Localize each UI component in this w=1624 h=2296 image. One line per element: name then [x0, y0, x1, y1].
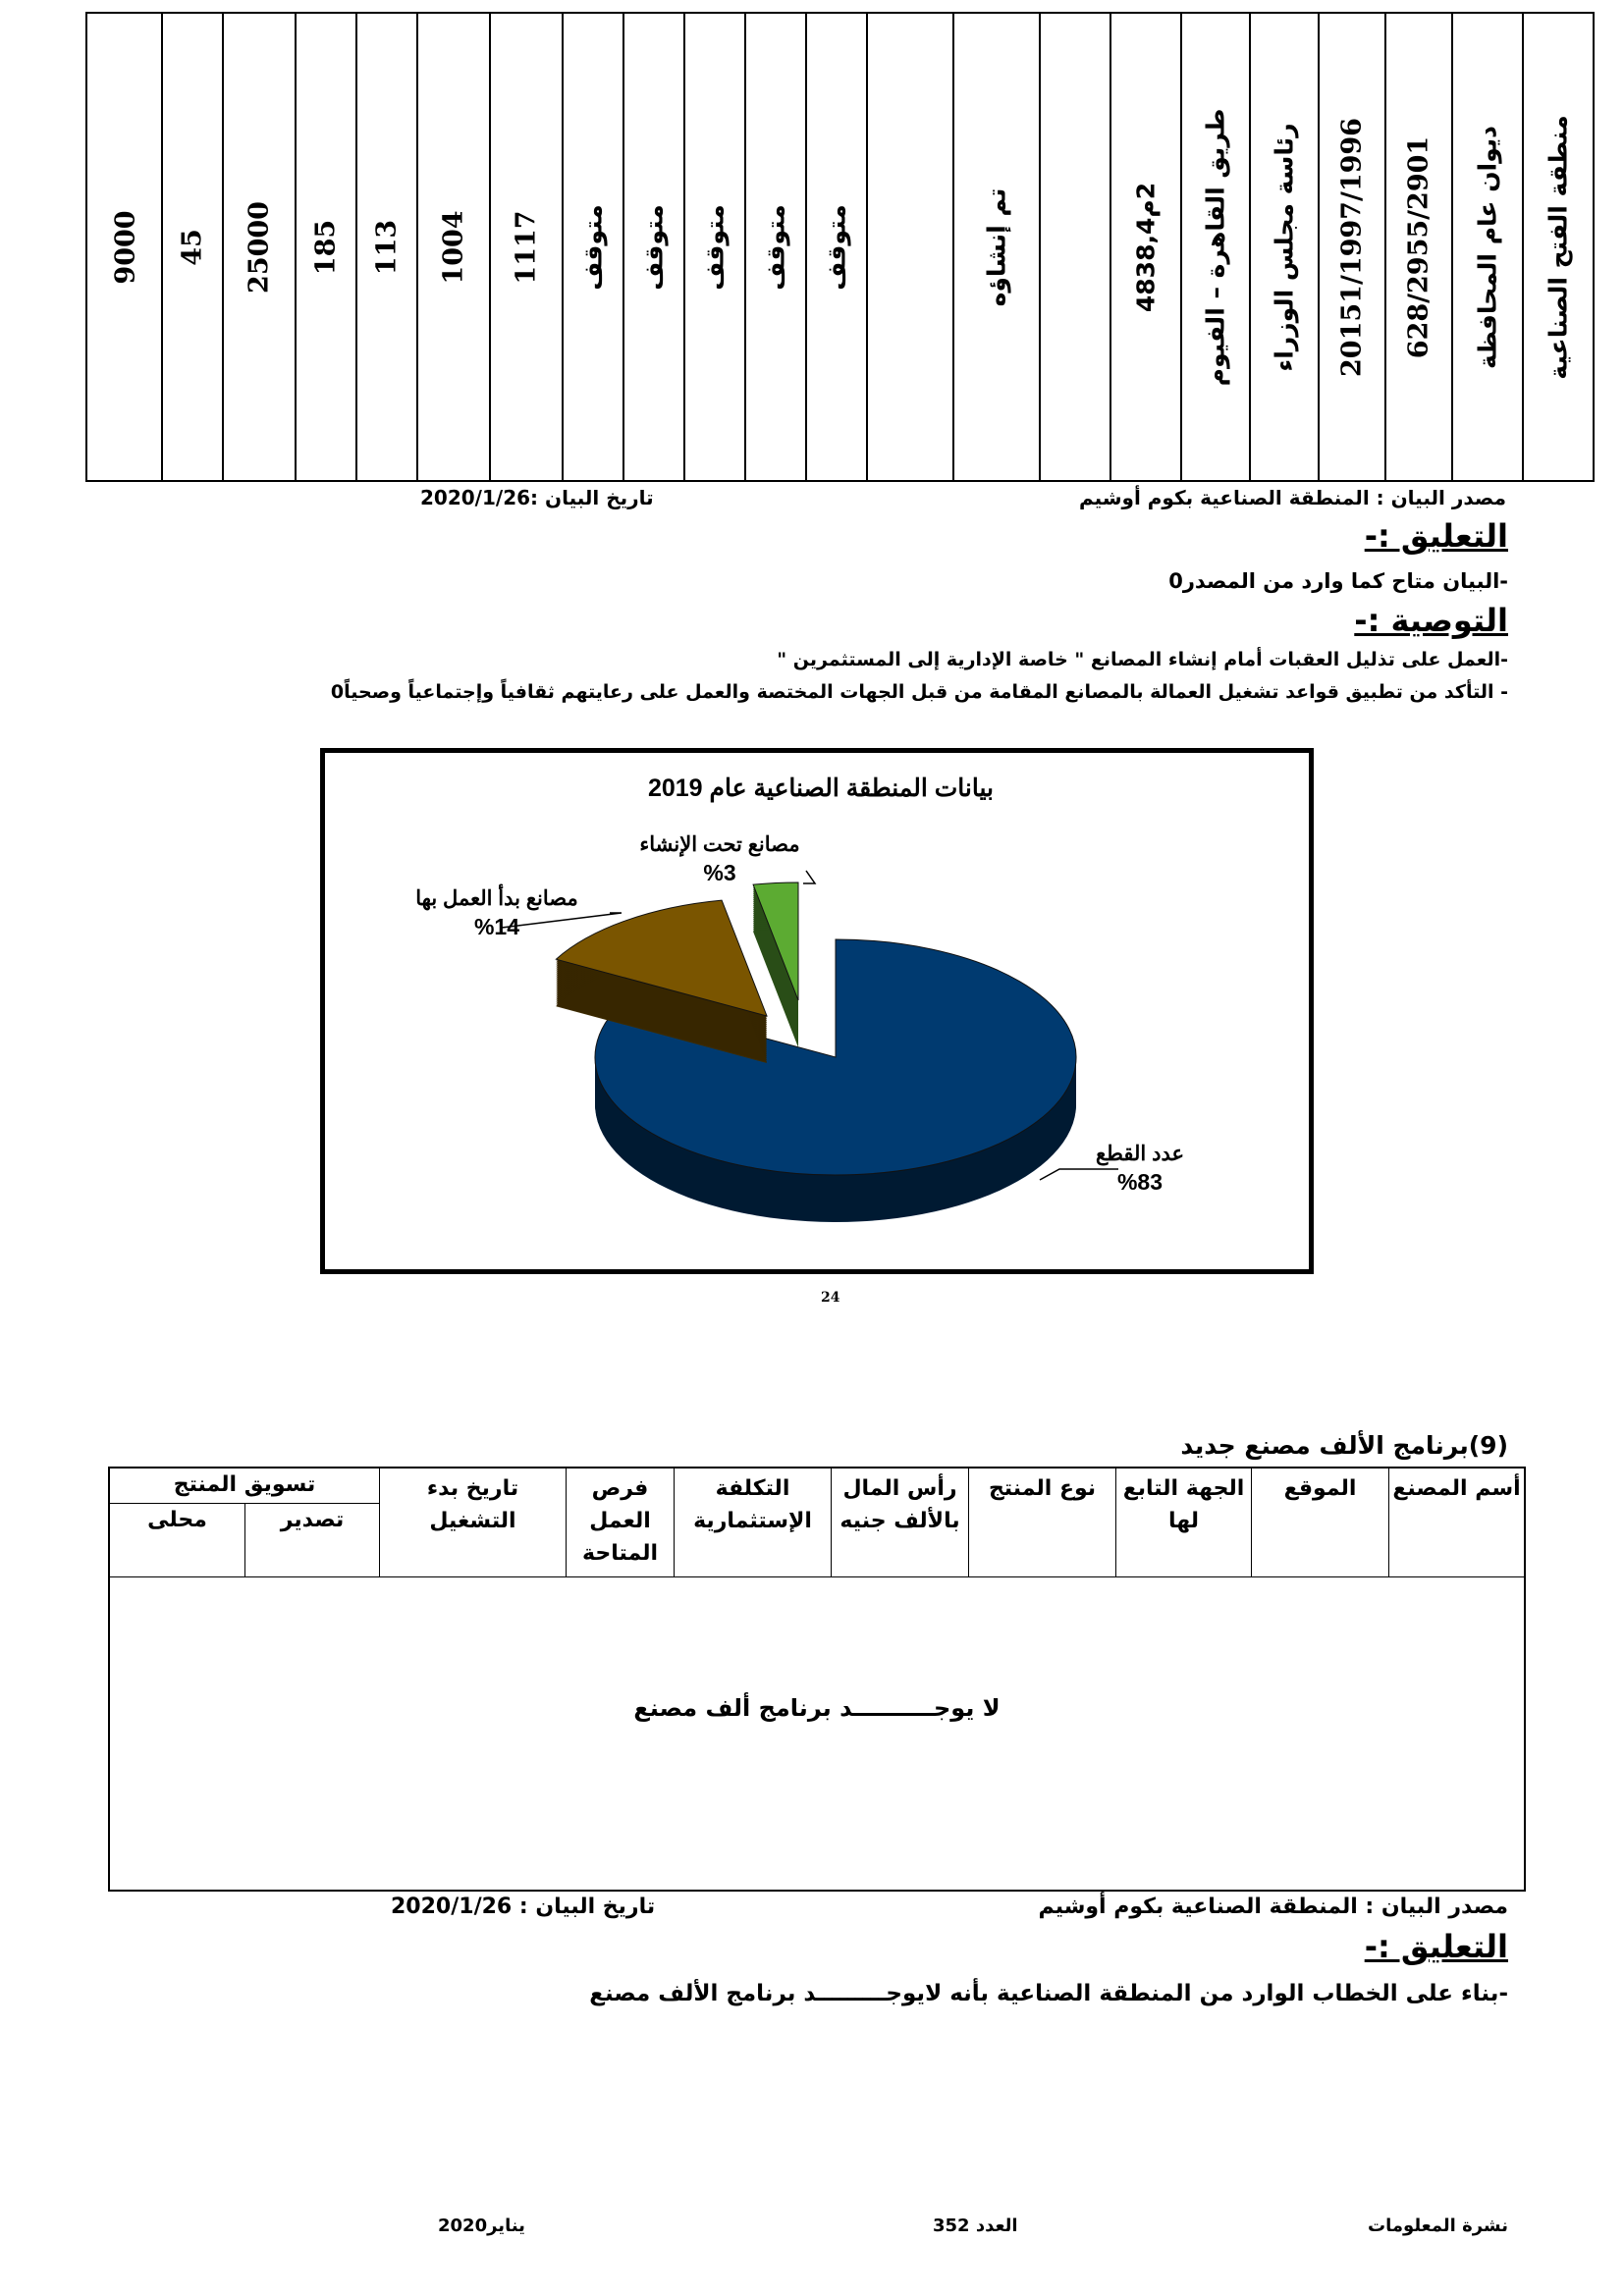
bottom-date-line: تاريخ البيان : 2020/1/26: [391, 1895, 656, 1919]
comment-text: -البيان متاح كما وارد من المصدر0: [1168, 569, 1508, 593]
top-table-cell: متوقف: [639, 203, 669, 291]
factory-program-table: [108, 1467, 1526, 1892]
pie-slice-label: عدد القطع: [1096, 1143, 1184, 1165]
pie-slice-value: %83: [1116, 1169, 1164, 1195]
bottom-comment-heading: التعليق :-: [1364, 1928, 1508, 1965]
pie-chart: [325, 753, 1309, 1269]
table-header-cell: رأس المال بالألف جنيه: [831, 1468, 968, 1576]
top-table-column: [1249, 14, 1318, 480]
footer-date: يناير2020: [438, 2216, 525, 2236]
top-table-cell: متوقف: [578, 203, 608, 291]
pie-slice-label: مصانع تحت الإنشاء: [639, 833, 800, 856]
top-table-cell: 20151/1997/1996: [1336, 117, 1368, 377]
top-table-column: [1384, 14, 1451, 480]
top-table-cell: 1004: [438, 209, 469, 285]
top-table-column: [1522, 14, 1593, 480]
top-table-cell: متوقف: [822, 203, 851, 291]
table-header-cell: التكلفة الإستثمارية: [674, 1468, 831, 1576]
top-table-column: [805, 14, 866, 480]
top-table-column: [161, 14, 222, 480]
top-table-column: [683, 14, 744, 480]
bottom-comment-text: -بناء على الخطاب الوارد من المنطقة الصناعية بأنه لايوجـــــــــد برنامج الألف مصنع: [589, 1981, 1508, 2006]
top-table-column: [1110, 14, 1180, 480]
table-header-cell: تاريخ بدء التشغيل: [379, 1468, 566, 1576]
top-date-line: تاريخ البيان :2020/1/26: [420, 486, 654, 509]
header-divider: [110, 1576, 1524, 1577]
top-table-cell: منطقة الفتح الصناعية: [1543, 114, 1573, 380]
top-table-column: [416, 14, 489, 480]
pie-leader-line: [502, 913, 622, 928]
top-table-column: [623, 14, 683, 480]
top-table-column: [1451, 14, 1522, 480]
top-table-column: [744, 14, 805, 480]
page-number: 24: [821, 1290, 840, 1306]
top-table-cell: 185: [310, 219, 342, 275]
top-table-column: [295, 14, 355, 480]
pie-chart-frame: [320, 748, 1314, 1274]
marketing-subheader: محلى: [147, 1508, 207, 1532]
top-table-column: [1039, 14, 1110, 480]
top-table-cell: 628/2955/2901: [1403, 135, 1435, 358]
marketing-header: تسويق المنتج: [110, 1468, 379, 1504]
pie-leader-line: [803, 871, 815, 883]
top-table-cell: طريق القاهرة – الفيوم: [1201, 108, 1230, 386]
marketing-subheader: تصدير: [244, 1504, 379, 1576]
section-title: (9)برنامج الألف مصنع جديد: [1180, 1431, 1508, 1460]
top-table-column: [562, 14, 623, 480]
pie-leader-line: [1040, 1169, 1118, 1180]
top-table-cell: 113: [371, 219, 403, 275]
comment-heading: التعليق :-: [1364, 517, 1508, 555]
recommendation-heading: التوصية :-: [1354, 602, 1508, 639]
top-table-cell: 2م4838,4: [1131, 182, 1161, 312]
top-table-column: [222, 14, 295, 480]
top-table-column: [952, 14, 1039, 480]
top-table-cell: رئاسة مجلس الوزراء: [1270, 122, 1299, 372]
pie-slice-label: مصانع بدأ العمل بها: [415, 887, 578, 910]
table-header-cell: الموقع: [1251, 1468, 1388, 1576]
chart-title: بيانات المنطقة الصناعية عام 2019: [647, 774, 995, 802]
top-table-cell: 9000: [110, 209, 140, 285]
table-header-cell: الجهة التابع لها: [1115, 1468, 1251, 1576]
top-table-cell: 1117: [511, 209, 542, 285]
table-header-cell: أسم المصنع: [1388, 1468, 1524, 1576]
top-table-cell: متوقف: [700, 203, 730, 291]
top-table-column: [1180, 14, 1249, 480]
bottom-source-line: مصدر البيان : المنطقة الصناعية بكوم أوشيم: [1038, 1895, 1508, 1919]
footer-publication: نشرة المعلومات: [1368, 2216, 1508, 2236]
pie-slice-value: %14: [473, 914, 520, 939]
top-table-cell: 45: [177, 228, 208, 266]
top-table-column: [489, 14, 562, 480]
table-header-cell: فرص العمل المتاحة: [566, 1468, 674, 1576]
footer-issue: العدد 352: [933, 2216, 1018, 2236]
top-table-column: [1318, 14, 1384, 480]
top-table-column: [866, 14, 952, 480]
top-table-cell: تم إنشاؤه: [982, 187, 1011, 306]
top-data-table: [85, 12, 1595, 482]
pie-slice-value: %3: [703, 860, 736, 885]
top-table-cell: ديوان عام المحافظة: [1473, 125, 1502, 369]
recommendation-line-2: - التأكد من تطبيق قواعد تشغيل العمالة بالمصانع المقامة من قبل الجهات المختصة والعمل على رعايتهم ثقافياً وإجتماعياً وصحياً0: [330, 681, 1508, 703]
table-header-cell: نوع المنتج: [968, 1468, 1115, 1576]
top-source-line: مصدر البيان : المنطقة الصناعية بكوم أوشيم: [1079, 486, 1506, 509]
top-table-column: [89, 14, 161, 480]
table-empty-message: لا يوجــــــــــد برنامج ألف مصنع: [633, 1694, 1001, 1722]
top-table-column: [355, 14, 416, 480]
top-table-cell: متوقف: [761, 203, 790, 291]
recommendation-line-1: -العمل على تذليل العقبات أمام إنشاء المصانع " خاصة الإدارية إلى المستثمرين ": [777, 649, 1508, 670]
top-table-cell: 25000: [244, 200, 275, 294]
